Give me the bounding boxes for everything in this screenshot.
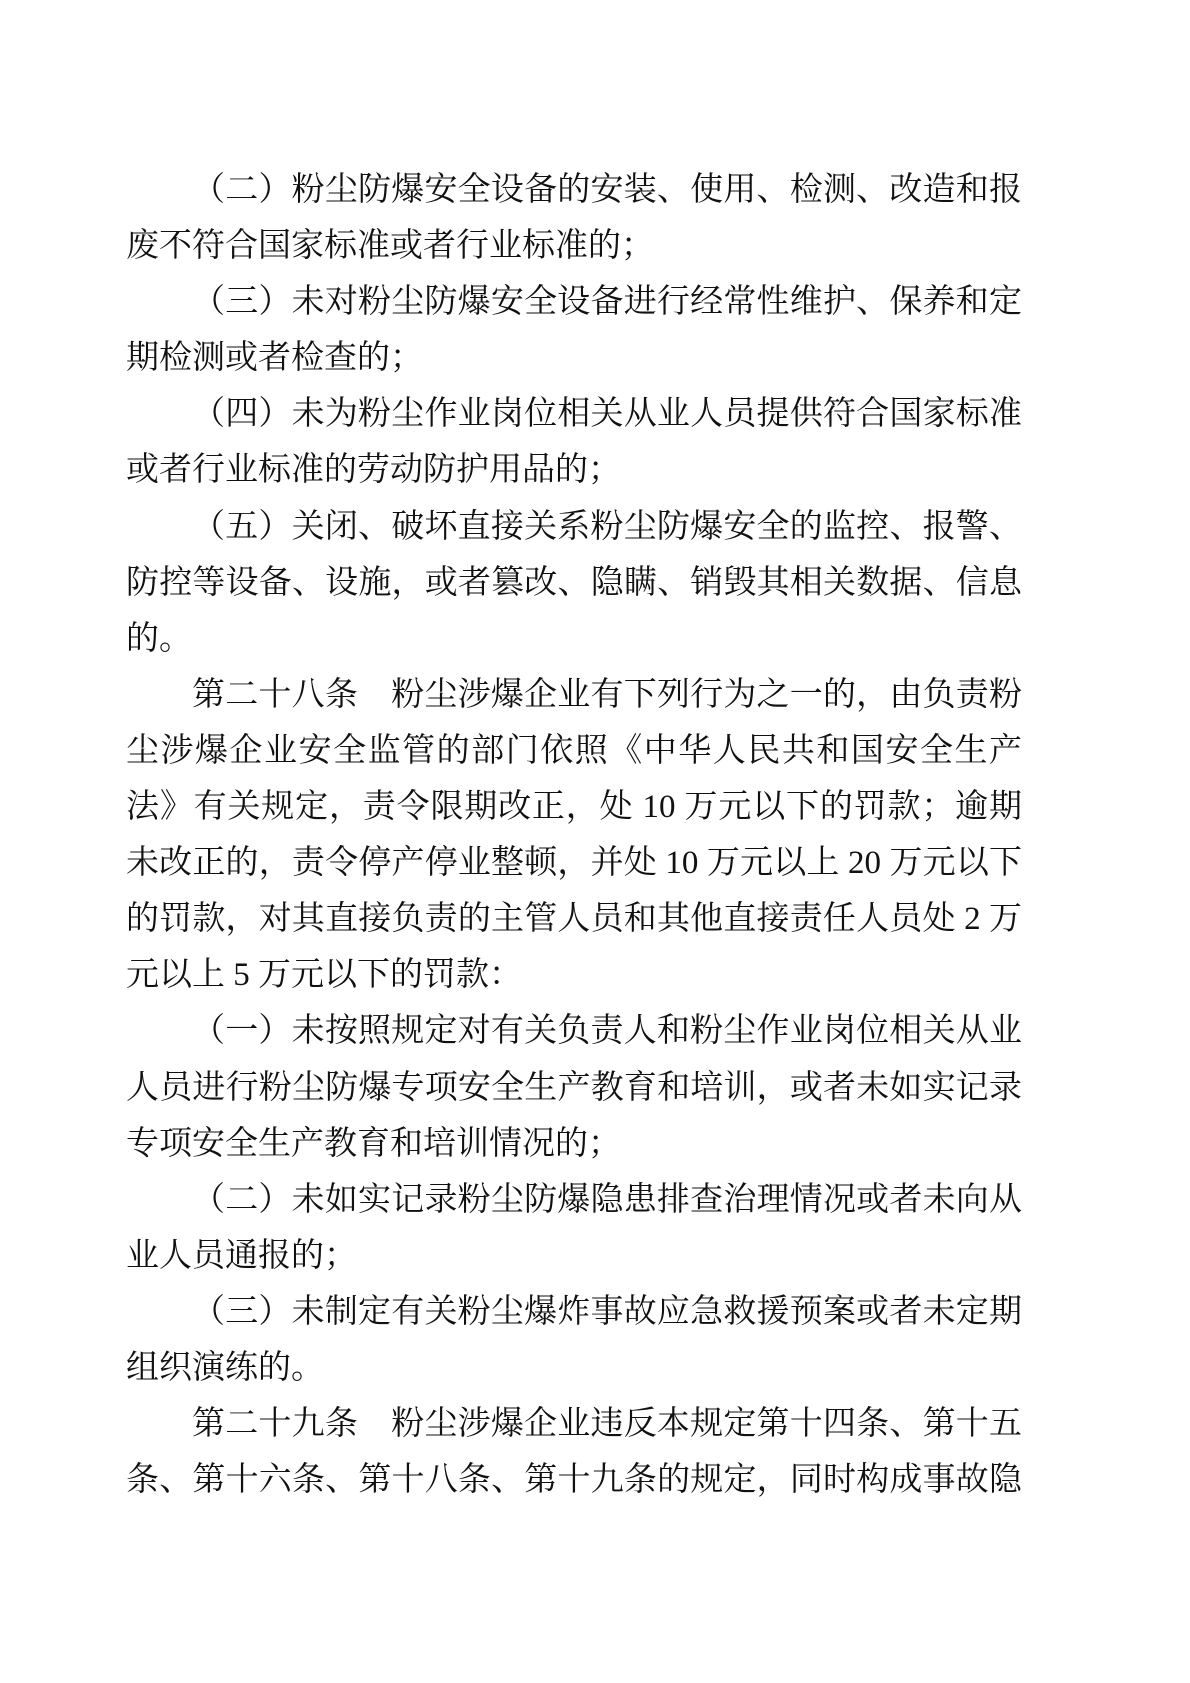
text-line: 元以上 5 万元以下的罚款： xyxy=(126,957,522,994)
text-line: 防控等设备、设施，或者篡改、隐瞒、销毁其相关数据、信息 xyxy=(126,564,1022,601)
text-line: （五）关闭、破坏直接关系粉尘防爆安全的监控、报警、 xyxy=(192,508,1022,545)
text-line: 或者行业标准的劳动防护用品的； xyxy=(126,452,621,489)
text-line: 第二十八条 粉尘涉爆企业有下列行为之一的，由负责粉 xyxy=(192,676,1022,713)
text-line: （四）未为粉尘作业岗位相关从业人员提供符合国家标准 xyxy=(192,396,1022,433)
paragraph-article-28 xyxy=(126,667,1022,1004)
text-line: 条、第十六条、第十八条、第十九条的规定，同时构成事故隐 xyxy=(126,1462,1022,1499)
paragraph-item-5-monitoring xyxy=(126,499,1022,667)
text-line: 废不符合国家标准或者行业标准的； xyxy=(126,228,654,265)
text-line: 业人员通报的； xyxy=(126,1237,357,1274)
text-line: （二）未如实记录粉尘防爆隐患排查治理情况或者未向从 xyxy=(192,1181,1022,1218)
text-line: 专项安全生产教育和培训情况的； xyxy=(126,1125,621,1162)
text-line: 人员进行粉尘防爆专项安全生产教育和培训，或者未如实记录 xyxy=(126,1069,1022,1106)
paragraph-article-28-item-1 xyxy=(126,1003,1022,1171)
text-line: 的。 xyxy=(126,620,192,657)
paragraph-article-29 xyxy=(126,1396,1022,1508)
text-line: 第二十九条 粉尘涉爆企业违反本规定第十四条、第十五 xyxy=(192,1406,1022,1443)
text-line: 未改正的，责令停产停业整顿，并处 10 万元以上 20 万元以下 xyxy=(126,845,1022,882)
paragraph-item-2-equipment xyxy=(126,162,1022,274)
text-line: （一）未按照规定对有关负责人和粉尘作业岗位相关从业 xyxy=(192,1013,1022,1050)
text-line: （三）未对粉尘防爆安全设备进行经常性维护、保养和定 xyxy=(192,284,1022,321)
text-line: （三）未制定有关粉尘爆炸事故应急救援预案或者未定期 xyxy=(192,1293,1022,1330)
paragraph-article-28-item-3 xyxy=(126,1284,1022,1396)
text-line: （二）粉尘防爆安全设备的安装、使用、检测、改造和报 xyxy=(192,172,1022,208)
text-line: 组织演练的。 xyxy=(126,1349,324,1386)
text-line: 期检测或者检查的； xyxy=(126,340,423,377)
paragraph-item-3-maintenance xyxy=(126,274,1022,386)
text-line: 的罚款，对其直接负责的主管人员和其他直接责任人员处 2 万 xyxy=(126,901,1022,938)
paragraph-article-28-item-2 xyxy=(126,1172,1022,1284)
paragraph-item-4-protective-equipment xyxy=(126,386,1022,498)
text-line: 法》有关规定，责令限期改正，处 10 万元以下的罚款；逾期 xyxy=(126,789,1022,826)
text-line: 尘涉爆企业安全监管的部门依照《中华人民共和国安全生产 xyxy=(126,732,1022,769)
document-body xyxy=(126,162,1022,1508)
